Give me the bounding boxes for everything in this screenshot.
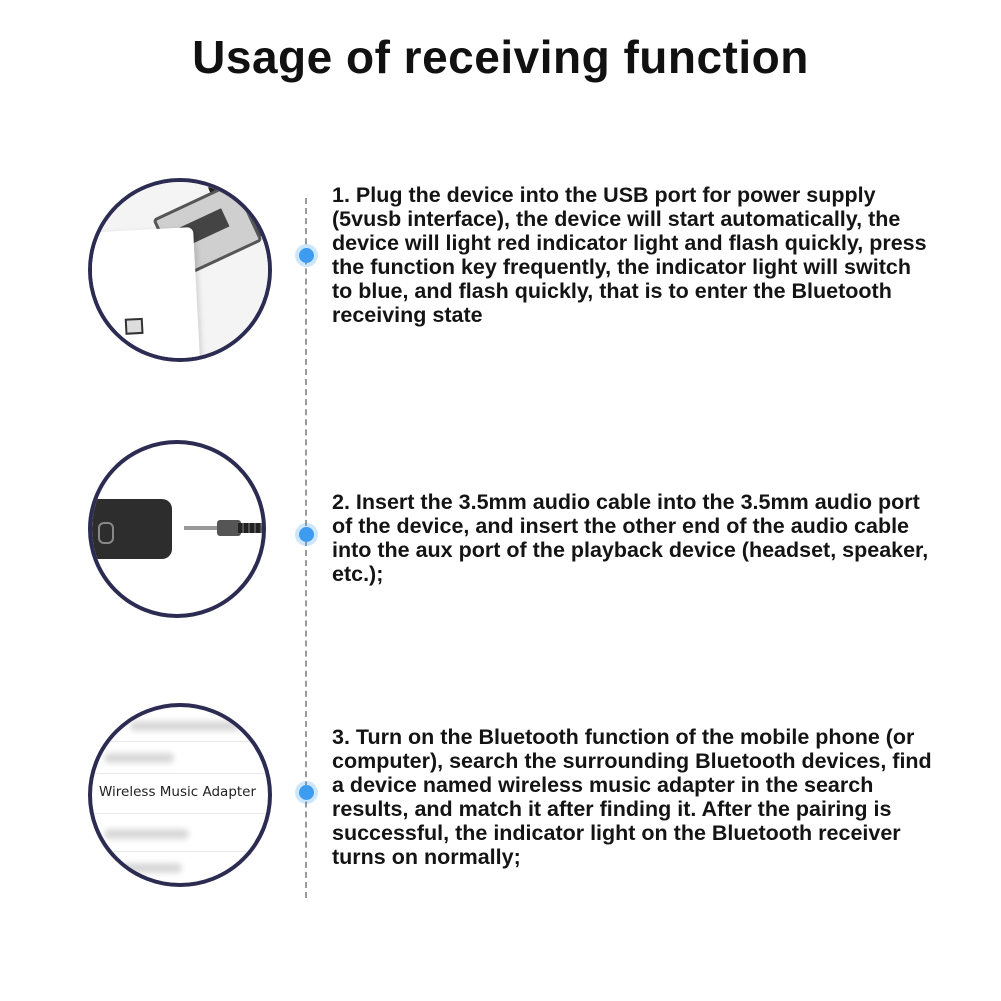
page-title: Usage of receiving function	[192, 31, 809, 83]
timeline-dot-2	[299, 527, 314, 542]
audio-jack-icon	[88, 440, 266, 618]
timeline-dot-1	[299, 248, 314, 263]
step-2-text: 2. Insert the 3.5mm audio cable into the 3.5mm audio port of the device, and insert the other end of the audio cable into the aux port of the playback device (headset, speaker, etc.);	[332, 490, 929, 586]
receiver-device	[88, 499, 172, 559]
indicator-led	[88, 529, 89, 534]
audio-cable	[238, 523, 266, 533]
function-key	[98, 522, 114, 544]
step-1-text: 1. Plug the device into the USB port for power supply (5vusb interface), the device will start automatically, the device will light red indicator light and flash quickly, press the function key frequently, the indicator light will switch to blue, and flash quickly, that is to enter the Bluetooth receiving state	[332, 183, 927, 327]
step-3-text: 3. Turn on the Bluetooth function of the mobile phone (or computer), search the surrounding Bluetooth devices, find a device named wireless music adapter in the search results, and match it after finding it. After the pairing is successful, the indicator light on the Bluetooth receiver turns on normally;	[332, 725, 932, 869]
power-adapter	[88, 227, 201, 362]
usb-adapter-icon	[88, 178, 272, 362]
device-name-label: Wireless Music Adapter	[99, 784, 257, 800]
jack-tip	[184, 526, 220, 530]
bluetooth-device-list-icon	[88, 703, 272, 887]
timeline-dot-3	[299, 785, 314, 800]
